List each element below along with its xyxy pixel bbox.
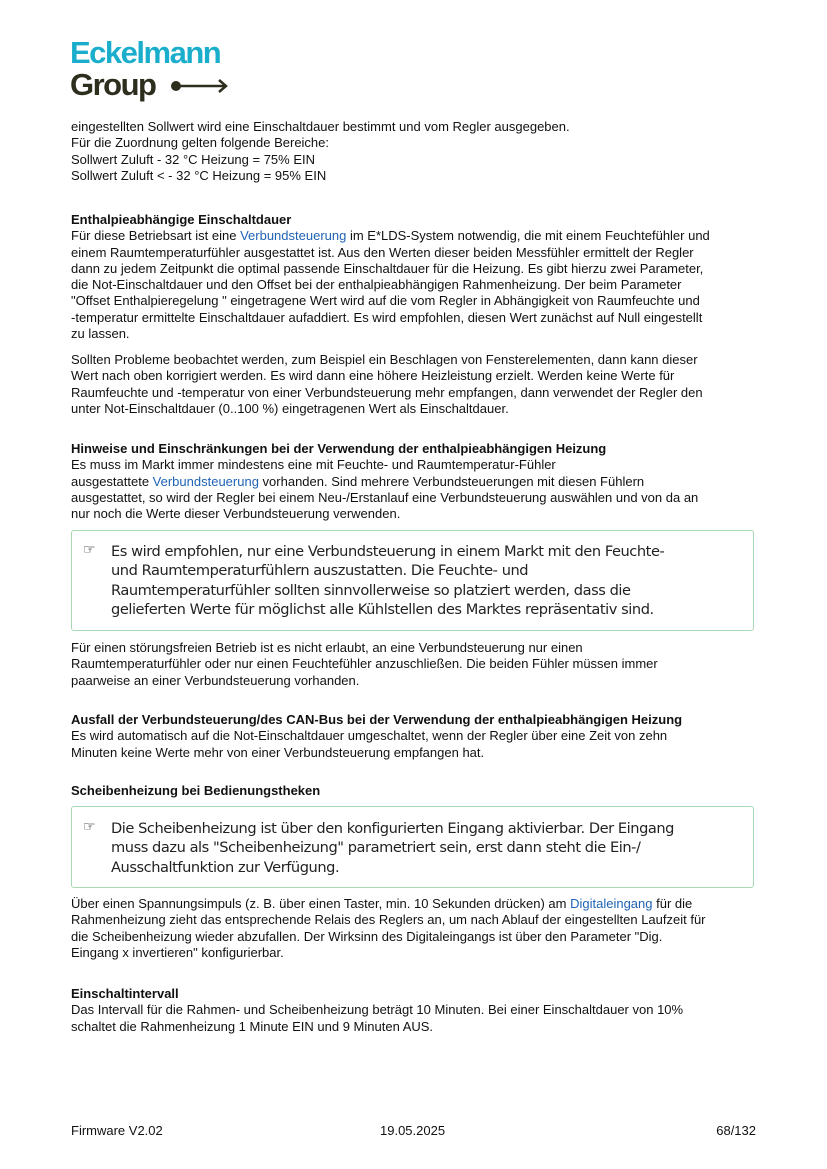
section-heading: Einschaltintervall (71, 986, 179, 1001)
pointing-hand-icon: ☞ (83, 542, 96, 558)
arrow-icon (170, 78, 230, 94)
note-line: Es wird empfohlen, nur eine Verbundsteuerung in einem Markt mit den Feuchte- (111, 543, 665, 560)
text-segment: Sollten Probleme beobachtet werden, zum Beispiel ein Beschlagen von Fensterelementen, dann kann dieser (71, 352, 698, 367)
text-line (71, 119, 771, 135)
text-segment: Es muss im Markt immer mindestens eine mit Feuchte- und Raumtemperatur-Fühler (71, 457, 556, 473)
note-line: und Raumtemperaturfühlern auszustatten. Die Feuchte- und (111, 562, 529, 580)
text-segment: die Not-Einschaltdauer und den Offset bei der enthalpieabhängigen Rahmenheizung. Der beim Parameter (71, 277, 682, 293)
text-segment: unter Not-Einschaltdauer (0..100 %) eingetragenen Wert als Einschaltdauer. (71, 400, 509, 416)
text-segment: einem Raumtemperaturfühler ausgestattet ist. Aus den Werten dieser beiden Messfühler ermittelt der Regler (71, 244, 694, 260)
text-segment: die Scheibenheizung wieder abzufallen. Der Wirksinn des Digitaleingangs ist über den Parameter "Dig. (71, 928, 663, 944)
text-segment: Für einen störungsfreien Betrieb ist es nicht erlaubt, an eine Verbundsteuerung nur einen (71, 640, 583, 655)
text-line (71, 640, 771, 656)
text-segment: Sollwert Zuluft - 32 °C Heizung = 75% EIN (71, 151, 315, 167)
text-line (71, 912, 771, 928)
text-line (71, 474, 771, 490)
text-segment: Für diese Betriebsart ist eine (71, 228, 241, 244)
text-line (71, 945, 771, 961)
pointing-hand-icon: ☞ (83, 819, 96, 835)
text-line (71, 712, 771, 728)
text-line (71, 441, 771, 457)
text-line (71, 783, 771, 799)
logo-line2: Group (70, 67, 156, 102)
text-segment: "Offset Enthalpieregelung " eingetragene Wert wird auf die vom Regler in Abhängigkeit von Raumfeuchte und (71, 293, 700, 309)
paragraph-probleme (71, 352, 771, 417)
text-line (71, 326, 771, 342)
note-box-scheibenheizung (71, 806, 754, 888)
text-line (71, 490, 771, 506)
link-verbundsteuerung[interactable]: Verbundsteuerung (240, 228, 347, 244)
paragraph-zuordnung (71, 119, 771, 184)
text-segment: Rahmenheizung zieht das entsprechende Relais des Reglers an, um nach Ablauf der eingestellten Laufzeit für (71, 912, 706, 928)
text-segment: Für die Zuordnung gelten folgende Bereiche: (71, 135, 330, 151)
section-hinweise (71, 441, 771, 522)
text-segment: eingestellten Sollwert wird eine Einschaltdauer bestimmt und vom Regler ausgegeben. (71, 119, 570, 134)
section-heading: Enthalpieabhängige Einschaltdauer (71, 212, 292, 227)
text-line (71, 277, 771, 293)
text-line (71, 152, 771, 168)
text-segment: zu lassen. (71, 326, 130, 342)
text-segment: ausgestattet, so wird der Regler bei einem Neu-/Erstanlauf eine Verbundsteuerung auswählen und von da an (71, 489, 699, 505)
link-digitaleingang[interactable]: Digitaleingang (570, 896, 653, 911)
text-line (71, 168, 771, 184)
text-line (71, 385, 771, 401)
text-segment: Über einen Spannungsimpuls (z. B. über einen Taster, min. 10 Sekunden drücken) am (71, 896, 571, 911)
note-line: gelieferten Werte für möglichst alle Kühlstellen des Marktes repräsentativ sind. (111, 600, 654, 618)
text-line (71, 368, 771, 384)
text-line (71, 457, 771, 473)
text-line (71, 1002, 771, 1018)
text-line (71, 1019, 771, 1035)
text-segment: für die (652, 896, 693, 911)
text-segment: Wert nach oben korrigiert werden. Es wird dann eine höhere Heizleistung erzielt. Werden keine Werte für (71, 368, 675, 384)
text-line (71, 929, 771, 945)
text-line (71, 896, 771, 912)
text-segment: ausgestattete (71, 473, 153, 489)
text-line (71, 986, 771, 1002)
text-segment: nur noch die Werte dieser Verbundsteuerung verwenden. (71, 506, 401, 522)
text-line (71, 135, 771, 151)
text-segment: Das Intervall für die Rahmen- und Scheibenheizung beträgt 10 Minuten. Bei einer Einschaltdauer von 10% (71, 1002, 684, 1018)
footer-date: 19.05.2025 (380, 1123, 446, 1138)
text-segment: Minuten keine Werte mehr von einer Verbundsteuerung empfangen hat. (71, 744, 485, 760)
text-segment: dann zu jedem Zeitpunkt die optimal passende Einschaltdauer für die Heizung. Es gibt hierzu zwei Parameter, (71, 260, 704, 276)
section-heading: Hinweise und Einschränkungen bei der Verwendung der enthalpieabhängigen Heizung (71, 441, 607, 456)
text-line (71, 401, 771, 417)
text-line (71, 261, 771, 277)
text-segment: Raumfeuchte und -temperatur von einer Verbundsteuerung mehr empfangen, dann verwendet der Regler den (71, 384, 703, 400)
section-enthalpie (71, 212, 771, 342)
text-line (71, 745, 771, 761)
section-einschaltintervall (71, 986, 771, 1035)
text-line (71, 506, 771, 522)
text-line (71, 293, 771, 309)
text-segment: vorhanden. Sind mehrere Verbundsteuerungen mit diesen Fühlern (258, 473, 645, 489)
text-segment: Raumtemperaturfühler oder nur einen Feuchtefühler anzuschließen. Die beiden Fühler müssen immer (71, 656, 658, 672)
text-line (71, 245, 771, 261)
text-segment: Es wird automatisch auf die Not-Einschaltdauer umgeschaltet, wenn der Regler über eine Zeit von zehn (71, 728, 668, 744)
footer-page-number: 68/132 (716, 1123, 756, 1138)
note-line: muss dazu als "Scheibenheizung" parametriert sein, erst dann steht die Ein-/ (111, 839, 641, 857)
text-segment: Eingang x invertieren" konfigurierbar. (71, 944, 284, 960)
note-line: Ausschaltfunktion zur Verfügung. (111, 858, 340, 876)
paragraph-stoerungsfrei (71, 640, 771, 689)
section-heading: Ausfall der Verbundsteuerung/des CAN-Bus bei der Verwendung der enthalpieabhängigen Heizung (71, 712, 683, 727)
section-ausfall (71, 712, 771, 761)
text-segment: im E*LDS-System notwendig, die mit einem Feuchtefühler und (346, 228, 710, 244)
text-segment: -temperatur ermittelte Einschaltdauer aufaddiert. Es wird empfohlen, diesen Wert zunächst auf Null eingestellt (71, 309, 703, 325)
note-box-verbundsteuerung (71, 530, 754, 631)
text-line (71, 310, 771, 326)
text-line (71, 656, 771, 672)
logo-line1: Eckelmann (70, 35, 221, 70)
text-line (71, 352, 771, 368)
text-line (71, 728, 771, 744)
link-verbundsteuerung[interactable]: Verbundsteuerung (152, 473, 259, 489)
section-scheibenheizung (71, 783, 771, 799)
text-line (71, 212, 771, 228)
paragraph-spannungsimpuls (71, 896, 771, 961)
footer-firmware: Firmware V2.02 (71, 1123, 163, 1138)
note-line: Raumtemperaturfühler sollten sinnvollerweise so platziert werden, dass die (111, 581, 631, 599)
section-heading: Scheibenheizung bei Bedienungstheken (71, 783, 321, 798)
note-line: Die Scheibenheizung ist über den konfigurierten Eingang aktivierbar. Der Eingang (111, 820, 674, 837)
text-line (71, 673, 771, 689)
text-segment: schaltet die Rahmenheizung 1 Minute EIN und 9 Minuten AUS. (71, 1018, 434, 1034)
text-segment: paarweise an einer Verbundsteuerung vorhanden. (71, 672, 360, 688)
text-line (71, 228, 771, 244)
text-segment: Sollwert Zuluft < - 32 °C Heizung = 95% EIN (71, 167, 327, 183)
